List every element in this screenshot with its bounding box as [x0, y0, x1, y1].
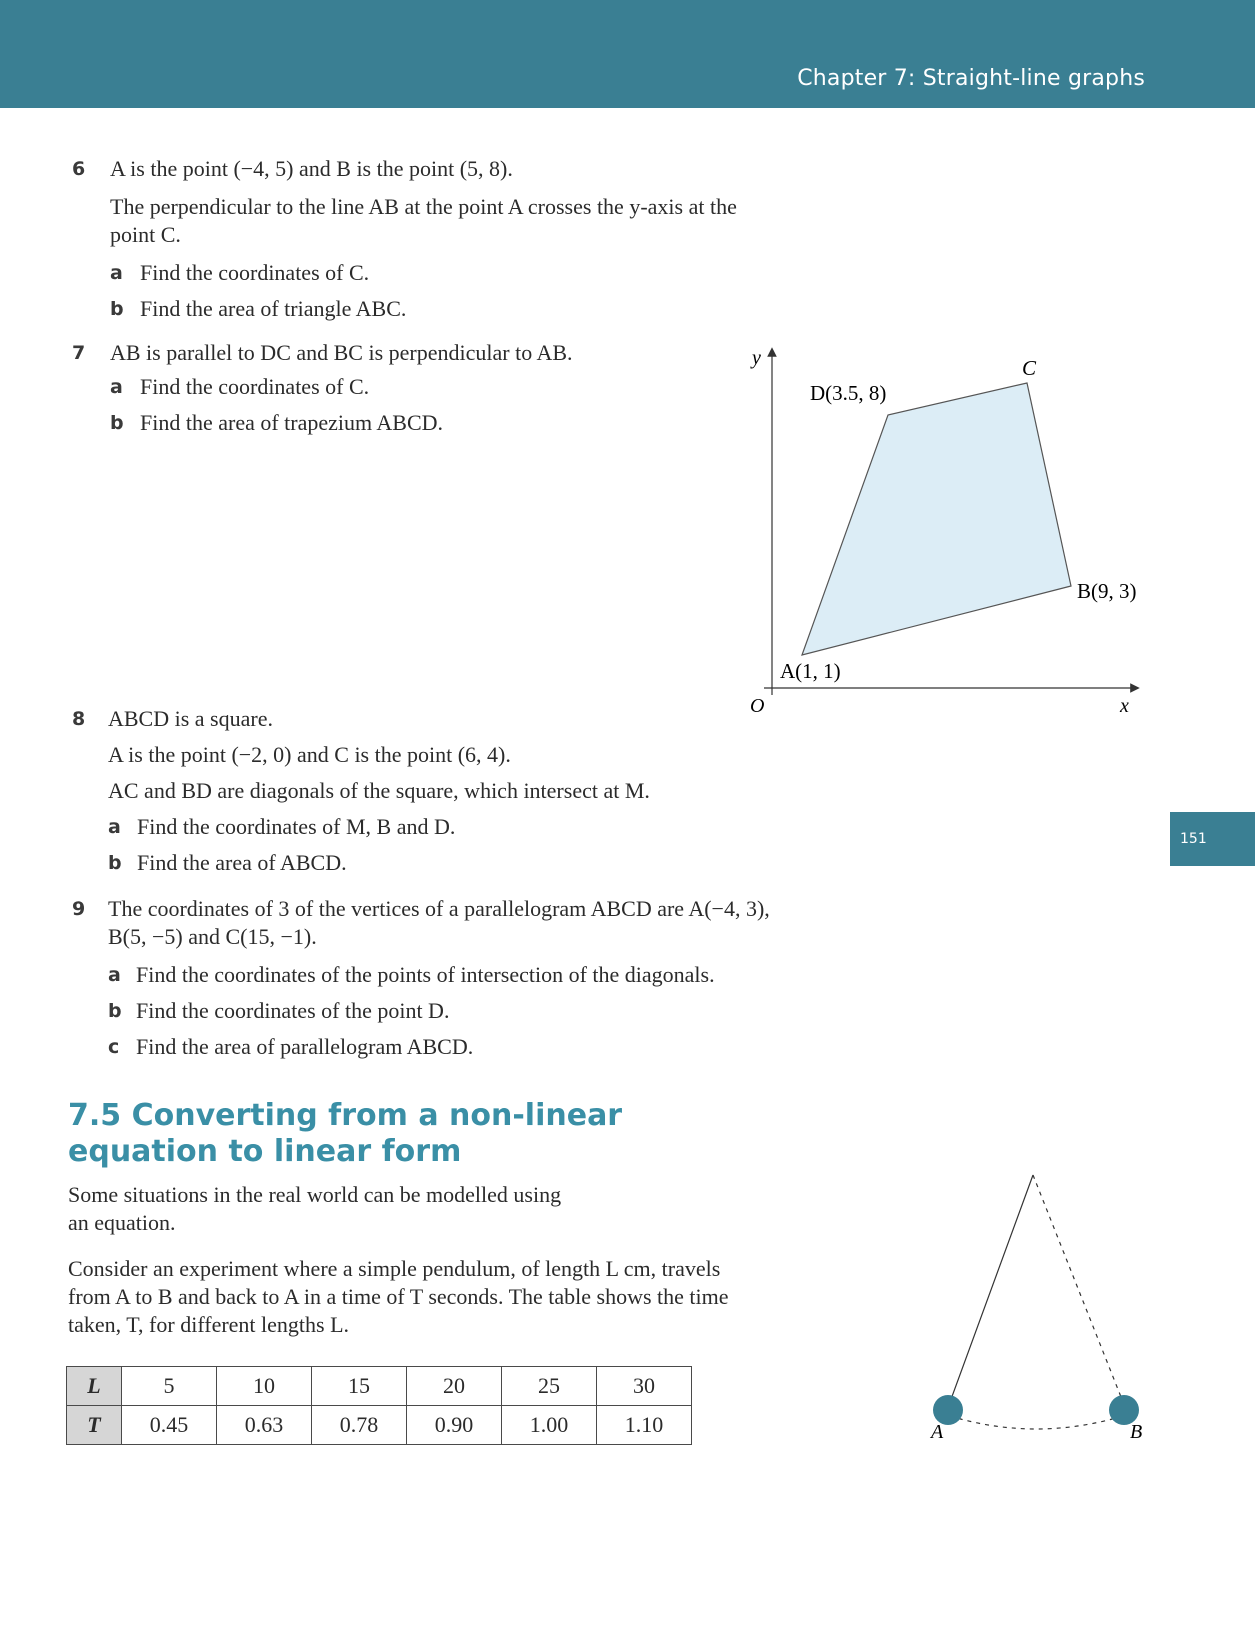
y-axis-label: y [752, 347, 761, 369]
part-label: a [108, 964, 121, 986]
question-text: A is the point (−2, 0) and C is the point (6, 4). [108, 742, 511, 767]
point-c-label: C [1022, 356, 1037, 380]
table-cell: 15 [312, 1367, 407, 1406]
part-text: Find the coordinates of the points of intersection of the diagonals. [136, 962, 715, 987]
paragraph-text: an equation. [68, 1210, 176, 1235]
pendulum-string [950, 1175, 1033, 1402]
table-row [67, 1367, 692, 1406]
trapezium-diagram [740, 340, 1160, 720]
page-number: 151 [1180, 831, 1207, 847]
question-number: 8 [72, 708, 86, 730]
pendulum-diagram [915, 1170, 1145, 1450]
table-cell: 0.45 [122, 1406, 217, 1445]
table-cell: 0.90 [407, 1406, 502, 1445]
table-row [67, 1406, 692, 1445]
part-label: b [110, 412, 124, 434]
question-text: B(5, −5) and C(15, −1). [108, 924, 317, 949]
point-b-label: B [1130, 1421, 1143, 1443]
question-number: 9 [72, 898, 86, 920]
row-header: T [67, 1406, 122, 1445]
question-text: The coordinates of 3 of the vertices of a parallelogram ABCD are A(−4, 3), [108, 896, 770, 921]
point-b-label: B(9, 3) [1077, 579, 1137, 603]
table-cell: 5 [122, 1367, 217, 1406]
table-cell: 30 [597, 1367, 692, 1406]
table-cell: 25 [502, 1367, 597, 1406]
part-label: a [108, 816, 121, 838]
question-text: AC and BD are diagonals of the square, which intersect at M. [108, 778, 650, 803]
table-cell: 1.00 [502, 1406, 597, 1445]
question-text: ABCD is a square. [108, 706, 273, 731]
part-label: a [110, 262, 123, 284]
question-number: 7 [72, 342, 86, 364]
table-cell: 1.10 [597, 1406, 692, 1445]
paragraph-text: Consider an experiment where a simple pendulum, of length L cm, travels [68, 1256, 721, 1281]
part-label: a [110, 376, 123, 398]
point-a-label: A [931, 1421, 944, 1443]
part-text: Find the area of ABCD. [137, 850, 347, 875]
point-d-label: D(3.5, 8) [810, 381, 887, 405]
swing-arc [950, 1416, 1123, 1429]
part-label: c [108, 1036, 120, 1058]
row-header: L [67, 1367, 122, 1406]
pendulum-string-dashed [1033, 1175, 1123, 1402]
part-text: Find the area of triangle ABC. [140, 296, 407, 321]
part-text: Find the area of parallelogram ABCD. [136, 1034, 474, 1059]
part-label: b [110, 298, 124, 320]
part-text: Find the area of trapezium ABCD. [140, 410, 444, 435]
question-text: A is the point (−4, 5) and B is the point (5, 8). [110, 156, 513, 181]
origin-label: O [750, 695, 765, 717]
table-cell: 0.63 [217, 1406, 312, 1445]
point-a-label: A(1, 1) [780, 659, 841, 683]
question-text: AB is parallel to DC and BC is perpendicular to AB. [110, 340, 573, 365]
x-axis-label: x [1120, 695, 1129, 717]
page-number-tab [1170, 812, 1255, 866]
paragraph-text: Some situations in the real world can be modelled using [68, 1182, 562, 1207]
question-text: The perpendicular to the line AB at the point A crosses the y-axis at the [110, 194, 737, 219]
table-cell: 0.78 [312, 1406, 407, 1445]
part-text: Find the coordinates of the point D. [136, 998, 450, 1023]
table-cell: 20 [407, 1367, 502, 1406]
chapter-header-bar [0, 0, 1255, 108]
paragraph-text: taken, T, for different lengths L. [68, 1312, 350, 1337]
paragraph-text: from A to B and back to A in a time of T seconds. The table shows the time [68, 1284, 729, 1309]
chapter-title: Chapter 7: Straight-line graphs [797, 66, 1145, 91]
trapezium-shape [802, 383, 1071, 655]
pendulum-table [66, 1366, 692, 1445]
question-text: point C. [110, 222, 181, 247]
section-heading: 7.5 Converting from a non-linear equation to linear form [68, 1098, 623, 1169]
table-cell: 10 [217, 1367, 312, 1406]
part-text: Find the coordinates of C. [140, 374, 370, 399]
part-text: Find the coordinates of C. [140, 260, 370, 285]
part-text: Find the coordinates of M, B and D. [137, 814, 456, 839]
part-label: b [108, 1000, 122, 1022]
question-number: 6 [72, 158, 86, 180]
part-label: b [108, 852, 122, 874]
